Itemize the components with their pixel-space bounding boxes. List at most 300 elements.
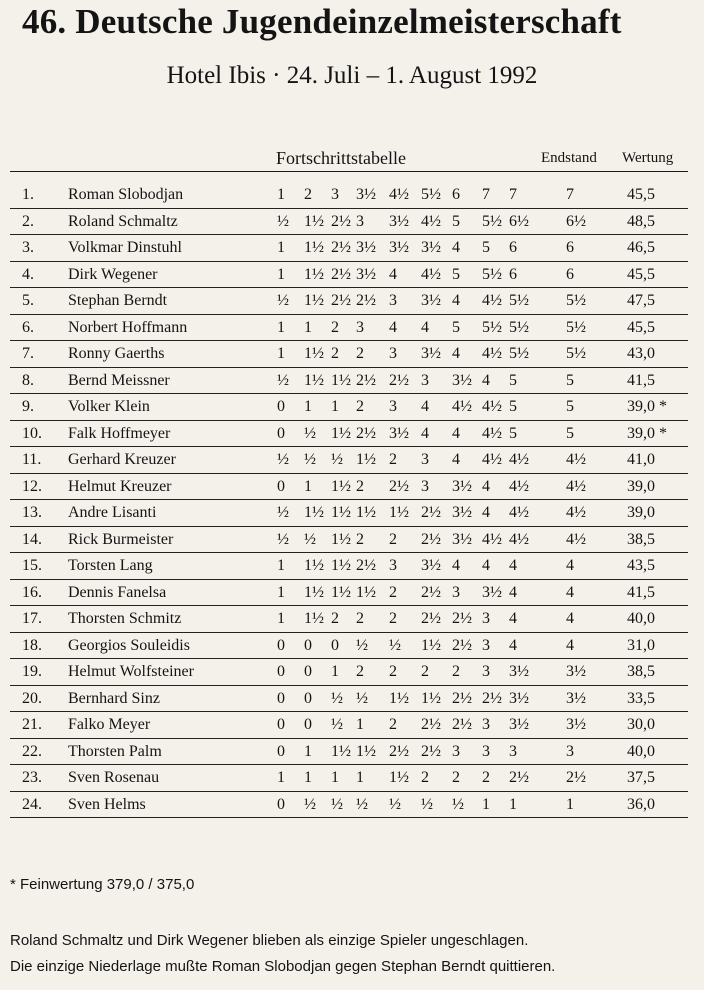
progress-cell: 4½: [452, 398, 472, 415]
progress-cell: 1: [304, 742, 312, 760]
table-row: [0, 341, 704, 368]
progress-cell: 4: [482, 504, 490, 521]
progress-cell: 2½: [452, 636, 472, 654]
progress-cell: 1: [482, 795, 490, 813]
progress-cell: 1: [304, 769, 312, 786]
rank-cell: 4.: [22, 265, 34, 283]
progress-cell: 1½: [304, 583, 324, 601]
progress-cell: 1: [277, 583, 285, 601]
progress-cell: 2½: [331, 292, 351, 309]
player-name-cell: Andre Lisanti: [68, 504, 157, 521]
endstand-cell: 4½: [566, 504, 586, 521]
endstand-cell: 3½: [566, 716, 586, 733]
rank-cell: 2.: [22, 212, 34, 230]
progress-cell: 1: [277, 557, 285, 574]
progress-cell: 2½: [331, 265, 351, 283]
progress-cell: 2: [389, 451, 397, 468]
progress-cell: 1: [304, 318, 312, 336]
progress-cell: 3½: [389, 239, 409, 256]
wertung-cell: 43,0: [627, 345, 655, 362]
player-name-cell: Thorsten Schmitz: [68, 610, 182, 627]
rank-cell: 15.: [22, 557, 42, 574]
endstand-cell: 5½: [566, 318, 586, 336]
endstand-cell: 4: [566, 610, 574, 627]
progress-cell: 1½: [304, 371, 324, 389]
wertung-cell: 37,5: [627, 769, 655, 786]
player-name-cell: Helmut Wolfsteiner: [68, 663, 194, 680]
wertung-cell: 45,5: [627, 186, 655, 203]
endstand-cell: 5½: [566, 292, 586, 309]
progress-cell: ½: [304, 451, 316, 468]
progress-cell: 3½: [421, 345, 441, 362]
rank-cell: 9.: [22, 398, 34, 415]
progress-cell: 5: [452, 318, 460, 336]
progress-cell: 0: [277, 716, 285, 733]
progress-cell: 2½: [509, 769, 529, 786]
note-line: Roland Schmaltz und Dirk Wegener blieben als einzige Spieler ungeschlagen.: [10, 932, 529, 949]
table-row: [0, 606, 704, 633]
progress-cell: 1: [277, 318, 285, 336]
endstand-cell: 3½: [566, 689, 586, 707]
progress-cell: ½: [331, 451, 343, 468]
progress-cell: ½: [356, 689, 368, 707]
player-name-cell: Roman Slobodjan: [68, 186, 184, 203]
table-row: [0, 421, 704, 448]
table-row: [0, 633, 704, 660]
progress-cell: 2: [389, 716, 397, 733]
progress-cell: 1½: [421, 689, 441, 707]
endstand-cell: 3: [566, 742, 574, 760]
player-name-cell: Sven Rosenau: [68, 769, 160, 786]
footnote: * Feinwertung 379,0 / 375,0: [10, 876, 195, 893]
progress-cell: 1: [277, 610, 285, 627]
progress-cell: 5: [452, 265, 460, 283]
wertung-cell: 40,0: [627, 742, 655, 760]
table-row: [0, 262, 704, 289]
progress-cell: 5½: [509, 345, 529, 362]
progress-cell: 2: [356, 663, 364, 680]
progress-cell: ½: [421, 795, 433, 813]
progress-cell: 2: [356, 398, 364, 415]
endstand-cell: 4½: [566, 530, 586, 548]
progress-cell: 3: [389, 557, 397, 574]
progress-cell: 4: [509, 557, 517, 574]
progress-cell: 1½: [331, 371, 351, 389]
progress-cell: 3: [482, 663, 490, 680]
wertung-cell: 41,0: [627, 451, 655, 468]
rank-cell: 3.: [22, 239, 34, 256]
endstand-cell: 6: [566, 265, 574, 283]
progress-cell: 2: [356, 610, 364, 627]
progress-cell: 3: [482, 636, 490, 654]
progress-cell: 5½: [421, 186, 441, 203]
progress-cell: 3½: [482, 583, 502, 601]
progress-cell: 0: [277, 689, 285, 707]
progress-cell: 2: [452, 769, 460, 786]
progress-cell: 2: [389, 610, 397, 627]
progress-cell: 0: [304, 663, 312, 680]
progress-cell: 5: [509, 398, 517, 415]
progress-cell: 0: [277, 795, 285, 813]
progress-cell: 0: [304, 636, 312, 654]
wertung-cell: 30,0: [627, 716, 655, 733]
rank-cell: 20.: [22, 689, 42, 707]
progress-cell: 6: [509, 265, 517, 283]
progress-cell: ½: [277, 371, 289, 389]
progress-cell: 4½: [482, 424, 502, 442]
player-name-cell: Volkmar Dinstuhl: [68, 239, 182, 256]
progress-cell: 0: [277, 742, 285, 760]
note-line: Die einzige Niederlage mußte Roman Slobodjan gegen Stephan Berndt quittieren.: [10, 958, 556, 975]
progress-cell: 3½: [452, 477, 472, 495]
wertung-cell: 40,0: [627, 610, 655, 627]
progress-cell: 3: [452, 742, 460, 760]
progress-cell: 0: [277, 477, 285, 495]
wertung-cell: 45,5: [627, 265, 655, 283]
progress-cell: 1: [331, 663, 339, 680]
progress-cell: 4: [509, 583, 517, 601]
progress-cell: 1½: [304, 265, 324, 283]
progress-cell: 5: [482, 239, 490, 256]
endstand-cell: 5½: [566, 345, 586, 362]
progress-cell: 5½: [482, 212, 502, 230]
progress-cell: 4½: [482, 292, 502, 309]
player-name-cell: Volker Klein: [68, 398, 150, 415]
player-name-cell: Dirk Wegener: [68, 265, 158, 283]
progress-cell: 0: [304, 689, 312, 707]
progress-cell: 3½: [356, 265, 376, 283]
progress-cell: 4: [452, 451, 460, 468]
progress-cell: 1½: [331, 424, 351, 442]
progress-cell: 3: [482, 742, 490, 760]
rank-cell: 21.: [22, 716, 42, 733]
progress-cell: 2: [421, 663, 429, 680]
progress-cell: 4: [389, 318, 397, 336]
rank-cell: 12.: [22, 477, 42, 495]
table-row: [0, 792, 704, 819]
wertung-cell: 47,5: [627, 292, 655, 309]
page-title: 46. Deutsche Jugendeinzelmeisterschaft: [22, 2, 622, 41]
progress-cell: 3½: [509, 689, 529, 707]
progress-cell: 1½: [331, 742, 351, 760]
progress-cell: 1½: [304, 239, 324, 256]
progress-cell: 1: [356, 716, 364, 733]
wertung-cell: 38,5: [627, 663, 655, 680]
rank-cell: 16.: [22, 583, 42, 601]
progress-cell: 1½: [331, 583, 351, 601]
progress-cell: 2: [304, 186, 312, 203]
progress-cell: ½: [389, 636, 401, 654]
progress-cell: 2½: [421, 716, 441, 733]
progress-cell: 2½: [452, 610, 472, 627]
progress-cell: 3½: [509, 663, 529, 680]
progress-cell: 1½: [304, 292, 324, 309]
table-row: [0, 553, 704, 580]
wertung-cell: 39,0: [627, 504, 655, 521]
progress-cell: 3: [482, 610, 490, 627]
progress-cell: 4: [389, 265, 397, 283]
player-name-cell: Georgios Souleidis: [68, 636, 190, 654]
table-row: [0, 315, 704, 342]
player-name-cell: Ronny Gaerths: [68, 345, 165, 362]
rank-cell: 18.: [22, 636, 42, 654]
table-row: [0, 235, 704, 262]
player-name-cell: Falk Hoffmeyer: [68, 424, 171, 442]
progress-cell: 2: [356, 477, 364, 495]
progress-cell: 3: [509, 742, 517, 760]
progress-cell: 1: [304, 477, 312, 495]
progress-cell: 4: [452, 239, 460, 256]
rank-cell: 7.: [22, 345, 34, 362]
progress-cell: 2½: [421, 504, 441, 521]
progress-cell: 4½: [509, 477, 529, 495]
progress-cell: 3½: [389, 424, 409, 442]
rank-cell: 10.: [22, 424, 42, 442]
progress-cell: 4½: [389, 186, 409, 203]
wertung-cell: 39,0 *: [627, 424, 667, 442]
progress-cell: ½: [304, 795, 316, 813]
table-row: [0, 182, 704, 209]
progress-cell: 5: [509, 424, 517, 442]
progress-cell: 1: [356, 769, 364, 786]
progress-cell: 4½: [482, 398, 502, 415]
progress-cell: 1½: [389, 504, 409, 521]
player-name-cell: Sven Helms: [68, 795, 146, 813]
endstand-cell: 6½: [566, 212, 586, 230]
progress-cell: 1½: [331, 557, 351, 574]
progress-cell: 4: [482, 371, 490, 389]
endstand-column-header: Endstand: [541, 150, 597, 166]
wertung-cell: 31,0: [627, 636, 655, 654]
player-name-cell: Thorsten Palm: [68, 742, 162, 760]
progress-cell: ½: [452, 795, 464, 813]
progress-cell: 5½: [482, 318, 502, 336]
player-name-cell: Helmut Kreuzer: [68, 477, 172, 495]
progress-cell: 3½: [356, 239, 376, 256]
progress-cell: 2½: [421, 610, 441, 627]
progress-cell: 2½: [482, 689, 502, 707]
progress-cell: 5½: [509, 292, 529, 309]
progress-cell: ½: [331, 795, 343, 813]
table-row: [0, 765, 704, 792]
progress-cell: 0: [304, 716, 312, 733]
rank-cell: 8.: [22, 371, 34, 389]
progress-cell: 2: [389, 530, 397, 548]
progress-cell: 3½: [421, 239, 441, 256]
progress-cell: 0: [331, 636, 339, 654]
table-row: [0, 580, 704, 607]
endstand-cell: 4½: [566, 451, 586, 468]
rank-cell: 11.: [22, 451, 42, 468]
table-row: [0, 394, 704, 421]
progress-cell: ½: [356, 795, 368, 813]
progress-cell: 3: [389, 345, 397, 362]
progress-cell: 3: [452, 583, 460, 601]
progress-cell: 1: [277, 239, 285, 256]
progress-cell: ½: [277, 212, 289, 230]
progress-cell: 1½: [331, 504, 351, 521]
progress-cell: 7: [509, 186, 517, 203]
rank-cell: 17.: [22, 610, 42, 627]
progress-cell: 2½: [331, 212, 351, 230]
progress-cell: ½: [356, 636, 368, 654]
table-row: [0, 527, 704, 554]
player-name-cell: Bernd Meissner: [68, 371, 170, 389]
progress-cell: 4: [452, 292, 460, 309]
progress-cell: 3: [421, 371, 429, 389]
progress-cell: 3½: [421, 292, 441, 309]
table-row: [0, 368, 704, 395]
wertung-cell: 38,5: [627, 530, 655, 548]
progress-cell: 2½: [389, 477, 409, 495]
endstand-cell: 1: [566, 795, 574, 813]
progress-cell: 6: [452, 186, 460, 203]
progress-cell: 4: [509, 636, 517, 654]
wertung-cell: 48,5: [627, 212, 655, 230]
rank-cell: 22.: [22, 742, 42, 760]
endstand-cell: 7: [566, 186, 574, 203]
rank-cell: 14.: [22, 530, 42, 548]
progress-cell: 2½: [452, 716, 472, 733]
rank-cell: 1.: [22, 186, 34, 203]
endstand-cell: 4: [566, 583, 574, 601]
progress-cell: 2: [356, 530, 364, 548]
progress-cell: 1½: [304, 504, 324, 521]
progress-cell: 0: [277, 636, 285, 654]
wertung-cell: 36,0: [627, 795, 655, 813]
table-row: [0, 739, 704, 766]
progress-cell: 1½: [331, 477, 351, 495]
progress-cell: 2: [331, 318, 339, 336]
progress-cell: 5½: [482, 265, 502, 283]
progress-cell: 1½: [389, 769, 409, 786]
progress-cell: ½: [277, 504, 289, 521]
progress-cell: 2½: [356, 424, 376, 442]
progress-cell: 1: [277, 186, 285, 203]
progress-cell: 3: [421, 477, 429, 495]
progress-cell: 6: [509, 239, 517, 256]
progress-cell: 2: [482, 769, 490, 786]
progress-cell: 2½: [389, 742, 409, 760]
player-name-cell: Stephan Berndt: [68, 292, 168, 309]
progress-cell: 5: [509, 371, 517, 389]
player-name-cell: Falko Meyer: [68, 716, 151, 733]
progress-cell: 4: [482, 477, 490, 495]
endstand-cell: 4: [566, 557, 574, 574]
endstand-cell: 4½: [566, 477, 586, 495]
progress-cell: 3: [421, 451, 429, 468]
progress-cell: 1½: [331, 530, 351, 548]
player-name-cell: Torsten Lang: [68, 557, 153, 574]
progress-cell: 1½: [356, 451, 376, 468]
progress-cell: 7: [482, 186, 490, 203]
rank-cell: 5.: [22, 292, 34, 309]
wertung-cell: 33,5: [627, 689, 655, 707]
table-row: [0, 288, 704, 315]
progress-cell: 5: [452, 212, 460, 230]
progress-cell: 3½: [452, 530, 472, 548]
progress-cell: 2: [389, 583, 397, 601]
progress-cell: 0: [277, 663, 285, 680]
rank-cell: 13.: [22, 504, 42, 521]
progress-cell: 4: [482, 557, 490, 574]
progress-cell: 3: [482, 716, 490, 733]
progress-cell: ½: [304, 424, 316, 442]
progress-cell: 4: [452, 345, 460, 362]
progress-cell: 2: [421, 769, 429, 786]
table-row: [0, 712, 704, 739]
progress-cell: ½: [277, 451, 289, 468]
progress-cell: 2: [452, 663, 460, 680]
progress-cell: ½: [304, 530, 316, 548]
progress-cell: 4½: [509, 530, 529, 548]
endstand-cell: 5: [566, 398, 574, 415]
progress-cell: 4½: [509, 504, 529, 521]
progress-cell: 3: [331, 186, 339, 203]
wertung-cell: 41,5: [627, 583, 655, 601]
progress-cell: 1½: [356, 742, 376, 760]
progress-cell: 3: [356, 318, 364, 336]
endstand-cell: 5: [566, 424, 574, 442]
table-row: [0, 686, 704, 713]
progress-cell: 3½: [421, 557, 441, 574]
progress-cell: 6½: [509, 212, 529, 230]
progress-cell: 3½: [452, 504, 472, 521]
rank-cell: 24.: [22, 795, 42, 813]
table-row: [0, 474, 704, 501]
progress-cell: 4: [421, 318, 429, 336]
progress-cell: 1½: [356, 504, 376, 521]
progress-cell: 1: [277, 769, 285, 786]
table-row: [0, 447, 704, 474]
endstand-cell: 6: [566, 239, 574, 256]
progress-cell: 1½: [421, 636, 441, 654]
rank-cell: 19.: [22, 663, 42, 680]
progress-cell: 2½: [421, 583, 441, 601]
wertung-cell: 39,0 *: [627, 398, 667, 415]
progress-cell: 2½: [452, 689, 472, 707]
rank-cell: 6.: [22, 318, 34, 336]
progress-cell: 2: [331, 610, 339, 627]
progress-cell: 1½: [389, 689, 409, 707]
progress-cell: 2½: [389, 371, 409, 389]
progress-cell: 4: [509, 610, 517, 627]
progress-cell: 3: [356, 212, 364, 230]
progress-cell: 3½: [356, 186, 376, 203]
progress-cell: 0: [277, 398, 285, 415]
rank-cell: 23.: [22, 769, 42, 786]
endstand-cell: 3½: [566, 663, 586, 680]
endstand-cell: 4: [566, 636, 574, 654]
progress-cell: 2½: [356, 371, 376, 389]
event-subtitle: Hotel Ibis · 24. Juli – 1. August 1992: [166, 62, 538, 89]
progress-cell: 4½: [482, 345, 502, 362]
progress-cell: 1: [277, 345, 285, 362]
progress-cell: 1½: [304, 212, 324, 230]
table-row: [0, 209, 704, 236]
progress-cell: 2½: [421, 742, 441, 760]
player-name-cell: Dennis Fanelsa: [68, 583, 167, 601]
progress-cell: 3½: [509, 716, 529, 733]
progress-cell: 4: [452, 424, 460, 442]
wertung-column-header: Wertung: [622, 150, 674, 166]
progress-cell: 1: [304, 398, 312, 415]
wertung-cell: 41,5: [627, 371, 655, 389]
progress-cell: 4½: [482, 451, 502, 468]
wertung-cell: 45,5: [627, 318, 655, 336]
progress-cell: ½: [277, 530, 289, 548]
progress-cell: ½: [331, 689, 343, 707]
